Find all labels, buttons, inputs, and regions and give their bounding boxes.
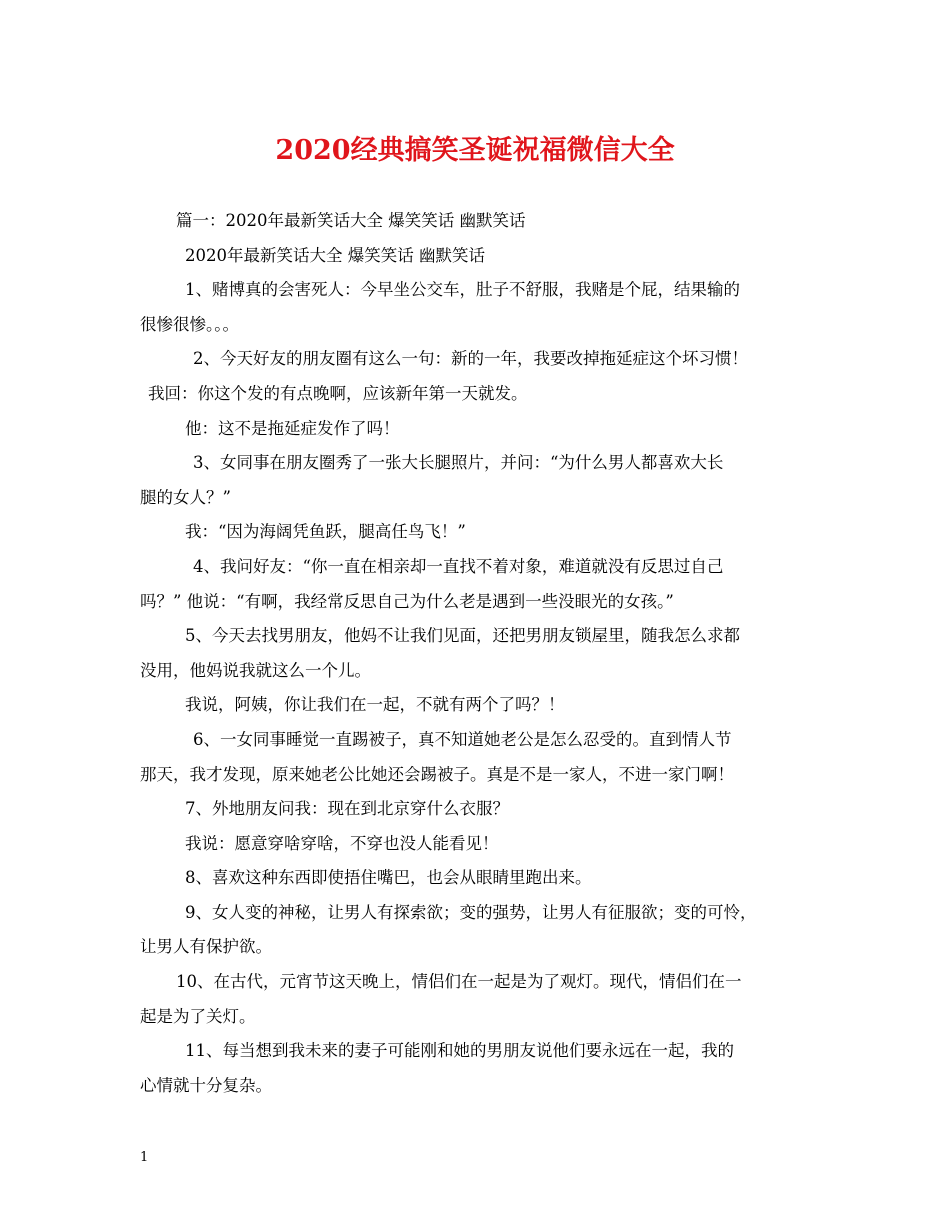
text-line: 我说，阿姨，你让我们在一起，不就有两个了吗？！ [185, 695, 565, 715]
text-line: 8、喜欢这种东西即使捂住嘴巴，也会从眼睛里跑出来。 [185, 868, 592, 888]
text-line: 6、一女同事睡觉一直踢被子，真不知道她老公是怎么忍受的。直到情人节 [193, 729, 732, 749]
text-line: 他：这不是拖延症发作了吗！ [185, 418, 400, 438]
text-line: 2020年最新笑话大全 爆笑笑话 幽默笑话 [185, 245, 485, 265]
text-line: 我：“因为海阔凭鱼跃，腿高任鸟飞！” [185, 522, 466, 542]
text-line: 9、女人变的神秘，让男人有探索欲；变的强势，让男人有征服欲；变的可怜， [185, 902, 757, 922]
text-line: 我回：你这个发的有点晚啊，应该新年第一天就发。 [148, 383, 528, 403]
text-line: 4、我问好友：“你一直在相亲却一直找不着对象，难道就没有反思过自己 [193, 556, 724, 576]
text-line: 2、今天好友的朋友圈有这么一句：新的一年，我要改掉拖延症这个坏习惯！ [193, 349, 748, 369]
text-line: 7、外地朋友问我：现在到北京穿什么衣服？ [185, 799, 509, 819]
text-line: 那天，我才发现，原来她老公比她还会踢被子。真是不是一家人，不进一家门啊！ [140, 764, 734, 784]
page-number: 1 [140, 1150, 149, 1165]
text-line: 腿的女人？” [140, 487, 231, 507]
text-line: 吗？” 他说：“有啊，我经常反思自己为什么老是遇到一些没眼光的女孩。” [140, 591, 674, 611]
text-line: 11、每当想到我未来的妻子可能刚和她的男朋友说他们要永远在一起，我的 [185, 1041, 734, 1061]
text-line: 让男人有保护欲。 [140, 937, 272, 957]
document-title: 2020经典搞笑圣诞祝福微信大全 [275, 135, 675, 166]
document-body [140, 204, 820, 1103]
text-line: 篇一：2020年最新笑话大全 爆笑笑话 幽默笑话 [176, 211, 526, 230]
text-line: 起是为了关灯。 [140, 1006, 256, 1026]
text-line: 没用，他妈说我就这么一个儿。 [140, 660, 371, 680]
text-line: 10、在古代，元宵节这天晚上，情侣们在一起是为了观灯。现代，情侣们在一 [176, 972, 742, 992]
text-line: 1、赌博真的会害死人：今早坐公交车，肚子不舒服，我赌是个屁，结果输的 [185, 280, 740, 300]
text-line: 心情就十分复杂。 [140, 1075, 272, 1095]
text-line: 很惨很惨。。。 [140, 314, 239, 334]
text-line: 3、女同事在朋友圈秀了一张大长腿照片，并问：“为什么男人都喜欢大长 [193, 453, 724, 473]
text-line: 5、今天去找男朋友，他妈不让我们见面，还把男朋友锁屋里，随我怎么求都 [185, 626, 740, 646]
text-line: 我说：愿意穿啥穿啥，不穿也没人能看见！ [185, 833, 499, 853]
